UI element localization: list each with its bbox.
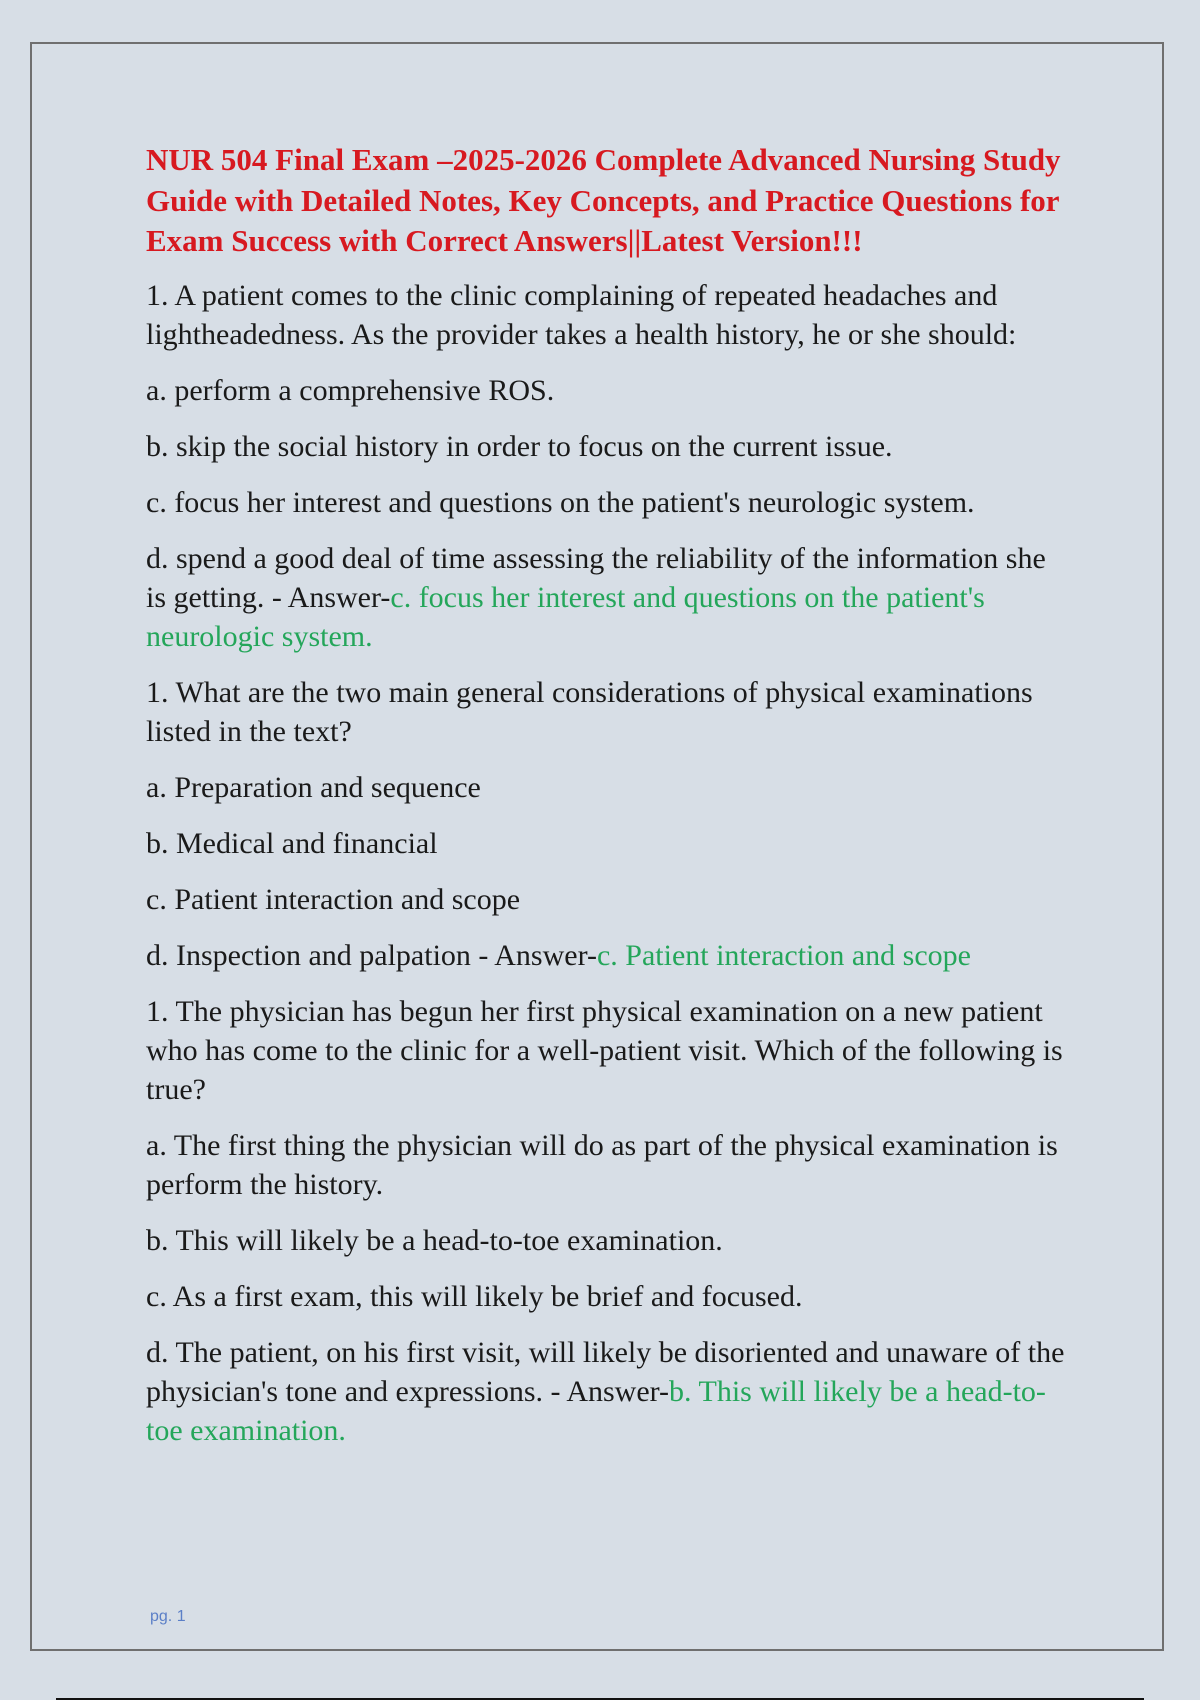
page-number: pg. 1 bbox=[150, 1608, 186, 1625]
document-content bbox=[146, 140, 1066, 1467]
question-2-option-a: a. Preparation and sequence bbox=[146, 770, 481, 804]
question-1-answer: c. focus her interest and questions on the patient's neurologic system. bbox=[146, 580, 985, 653]
question-1-option-c: c. focus her interest and questions on the patient's neurologic system. bbox=[146, 485, 975, 519]
question-1-stem: 1. A patient comes to the clinic complaining of repeated headaches and lightheadedness. As the provider takes a health history, he or she should: bbox=[146, 278, 1017, 351]
question-2-option-c: c. Patient interaction and scope bbox=[146, 882, 521, 916]
question-3-option-d bbox=[146, 1333, 1066, 1450]
question-3-option-c: c. As a first exam, this will likely be brief and focused. bbox=[146, 1279, 803, 1313]
question-1-option-a: a. perform a comprehensive ROS. bbox=[146, 373, 555, 407]
question-1-option-d bbox=[146, 539, 1066, 656]
question-2-answer: c. Patient interaction and scope bbox=[596, 938, 971, 972]
question-3-option-a: a. The first thing the physician will do as part of the physical examination is perform the history. bbox=[146, 1128, 1058, 1201]
question-2-option-b: b. Medical and financial bbox=[146, 826, 438, 860]
question-2-option-d-text: d. Inspection and palpation - Answer- bbox=[146, 938, 597, 972]
question-1-option-d-text: d. spend a good deal of time assessing the reliability of the information she is getting. - Answer- bbox=[146, 541, 1046, 614]
document-title: NUR 504 Final Exam –2025-2026 Complete Advanced Nursing Study Guide with Detailed Notes, Key Concepts, and Practice Questions for Exam Success with Correct Answers||Latest Version!!! bbox=[146, 142, 1061, 258]
question-3-option-d-text: d. The patient, on his first visit, will likely be disoriented and unaware of the physician's tone and expressions. - Answer- bbox=[146, 1335, 1065, 1408]
question-3-option-b: b. This will likely be a head-to-toe examination. bbox=[146, 1223, 723, 1257]
question-3-stem: 1. The physician has begun her first physical examination on a new patient who has come to the clinic for a well-patient visit. Which of the following is true? bbox=[146, 994, 1063, 1106]
question-2-option-d bbox=[146, 936, 1066, 975]
question-2-stem: 1. What are the two main general considerations of physical examinations listed in the text? bbox=[146, 675, 1033, 748]
question-3-answer: b. This will likely be a head-to-toe examination. bbox=[146, 1374, 1046, 1447]
question-1-option-b: b. skip the social history in order to focus on the current issue. bbox=[146, 429, 893, 463]
